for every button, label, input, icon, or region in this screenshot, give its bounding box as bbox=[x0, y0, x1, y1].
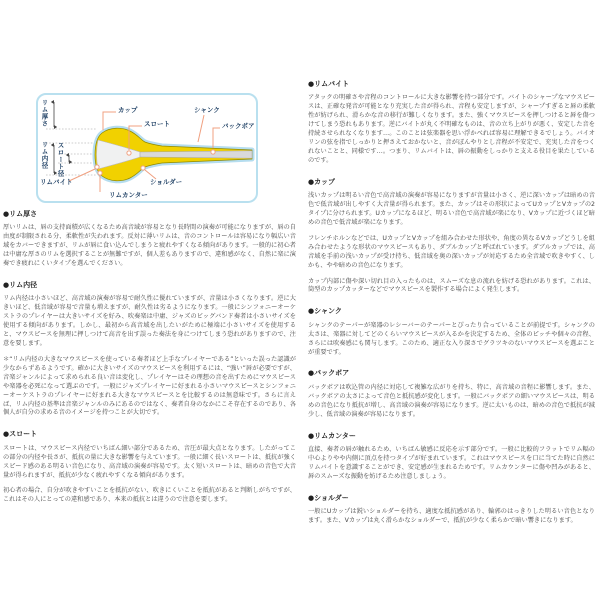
label-rim-bite: リムバイト bbox=[40, 178, 73, 186]
section-rim-thickness bbox=[3, 210, 296, 269]
label-cup: カップ bbox=[118, 106, 138, 114]
label-rim-thickness: リム厚さ bbox=[40, 99, 49, 127]
section-heading: ●カップ bbox=[308, 177, 336, 186]
section-paragraph: フレンチホルンなどでは、UカップとVカップを組み合わせた形状や、角度の異なるVカップどうしを組み合わせたような形状のマウスピースもあり、ダブルカップと呼ばれています。ダブルカップでは、高音域を手前の浅いカップが受け持ち、低音域を奥の深いカップが対応するため全音域で吹きやすく、しかも、やや暗めの音色になります。 bbox=[308, 234, 595, 269]
section-paragraph: リム内径は小さいほど、高音域の演奏が容易で耐久性に優れていますが、音量は小さくなります。逆に大きいほど、低音域が容易で音量も増えますが、耐久性は劣るようになります。一般にシンフォニーオーケストラのプレイヤーは大きいサイズを好み、吹奏楽は中庸、ジャズのビッグバンド奏者は小さいサイズを使用する傾向があります。しかし、最初から高音域を出したいがために極端に小さいサイズを使用すると、マウスピースを無理に押しつけて高音を出す誤った奏法を身につけてしまう恐れがありますので、注意を要します。 bbox=[3, 295, 296, 347]
mouthpiece-diagram-panel bbox=[36, 93, 258, 203]
section-heading: ●ショルダー bbox=[308, 493, 349, 502]
section-heading: ●リム内径 bbox=[3, 281, 38, 289]
section-rim-contour bbox=[308, 432, 595, 482]
label-throat: スロート bbox=[144, 120, 170, 128]
left-column bbox=[3, 210, 296, 512]
label-rim-inner-diameter: リム内径 bbox=[40, 141, 49, 169]
section-heading: ●スロート bbox=[3, 430, 38, 439]
section-paragraph: 一般にUカップは鋭いショルダーを持ち、適度な抵抗感があり、輪郭のはっきりした明るい音色となります。また、Vカップは丸く滑らかなショルダーで、抵抗が少なく柔らかで暗い響きになります。 bbox=[308, 508, 595, 524]
section-heading: ●リムバイト bbox=[308, 80, 350, 88]
section-paragraph: バックボアは吹込管の内径に対応して複雑な広がりを持ち、特に、高音域の音程に影響します。また、バックボアの太さによって音色と抵抗感が変化します。一般にバックボアの細いマウスピースは、明るめの音色になり抵抗が増し、高音域の演奏が容易になります。逆に太いものは、暗めの音色で抵抗が減少し、低音域の演奏が容易になります。 bbox=[308, 383, 595, 418]
section-paragraph: 浅いカップは明るい音色で高音域の演奏が容易になりますが音量は小さく、逆に深いカップは暗めの音色で低音域が出しやすく大音量が得られます。また、カップはその形状によってUカップとVカップの2タイプに分けられます。Uカップになるほど、明るい音色で高音域が楽になり、Vカップに近づくほど暗めの音色で低音域が楽になります。 bbox=[308, 192, 595, 226]
label-rim-contour: リムカンター bbox=[109, 191, 148, 199]
section-cup bbox=[308, 178, 595, 296]
section-paragraph: 直接、奏者の唇が触れるため、いちばん敏感に反応を示す部分です。一般に比較的フラットでリム幅の中心よりやや内側に頂点を持つタイプが好まれています。これはマウスピースを口に当てた時に自然にリムバイトを意識することができ、安定感が生まれるためです。リムカウンターに傷や凹みがあると、唇のスムーズな振動を妨げるため注意しましょう。 bbox=[308, 445, 595, 480]
section-heading: ●リムカンター bbox=[308, 431, 356, 440]
section-heading: ●リム厚さ bbox=[3, 210, 38, 218]
section-throat bbox=[3, 430, 296, 505]
section-shoulder bbox=[308, 494, 595, 526]
right-column bbox=[308, 80, 595, 533]
mouthpiece-body bbox=[95, 128, 252, 181]
label-shank: シャンク bbox=[194, 106, 220, 114]
section-paragraph: 厚いリムは、唇の支持面積が広くなるため高音域が容易となり長時間の演奏が可能になりますが、唇の自由度が制限される分、柔軟性が失われます。反対に薄いリムは、音のコントロールは容易になり幅広い音域をカバーできますが、リムが唇に食い込んでしまうと疲れやすくなる傾向があります。一般的に初心者は中庸な厚さのリムを選択することが無難ですが、個人差もありますので、違和感がなく、自然に楽に演奏でき疲れにくいタイプを選んでください。 bbox=[3, 224, 296, 268]
label-shoulder: ショルダー bbox=[150, 178, 183, 186]
label-backbore: バックボア bbox=[222, 122, 255, 130]
bore-channel bbox=[140, 151, 252, 158]
section-heading: ●バックボア bbox=[308, 369, 350, 378]
section-paragraph: シャンクのテーパーが楽器のレシーバーのテーパーとぴったり合っていることが前提です。シャンクの太さは、楽器に対してどのくらいマウスピースが入るかを決定するため、全体のピッチや個々の音程、さらには吹奏感にも関与します。このため、適正な入り深さでグラツキのないマウスピースを選ぶことが重要です。 bbox=[308, 321, 595, 356]
label-throat-diameter: スロート径 bbox=[56, 142, 65, 177]
section-paragraph: ＊“リム内径の大きなマウスピースを使っている奏者ほど上手なプレイヤーである”といった誤った認識が少なからずあるようです。確かに大きいサイズのマウスピースを利用するには、“強い”唇が必要ですが、音楽ジャンルによって求められる良い音は変化し、プレイヤーはその理想の音を出すためにマウスピースや楽器を必死になって選ぶのです。一般にジャズプレイヤーに好まれる小さいマウスピースとシンフォニーオーケストラのプレイヤーに好まれる大きなマウスピースとを比較するのは無意味です。さらに言えば、リム内径の基準は音楽ジャンルのみにあるのではなく、奏者自身のなかにこそ存在するのであり、各個人が自分の求める音のイメージを持つことが大切です。 bbox=[3, 355, 296, 417]
section-backbore bbox=[308, 369, 595, 419]
section-paragraph: カップ内部に傷や深い切れ目の入ったものは、スムーズな息の流れを妨げる恐れがあります。これは、筒型のカップカッターなどでマウスピースを製作する場合によく発生します。 bbox=[308, 277, 595, 294]
section-paragraph: アタックの明確さや音程のコントロールに大きな影響を持つ部分です。バイトのシャープなマウスピースは、正確な発音が可能となり充実した音が得られ、音程も安定しますが、シャープすぎると唇の柔軟性が妨げられ、滑らかな音の移行が難しくなります。また、強くマウスピースを押しつけると唇を傷つけてしまう恐れもあります。逆にバイトが丸く不明確なものは、音の立ち上がりが悪く、安定した音を持続させられなくなります…。このことは弦楽器を思い浮かべれば容易に理解できるでしょう。バイオリンの弦を指でしっかりと押さえておかないと、音がぼんやりとし音程が不安定で、充実した音をつくれないことと、同様です…。つまり、リムバイトは、唇の振動をしっかりと支える役目を果たしているのです。 bbox=[308, 94, 595, 164]
section-paragraph: 初心者の場合、自分が吹きやすいことを抵抗がない、吹きにくいことを抵抗があると判断しがちですが、これはその人にとっての違和感であり、本来の抵抗とは違うので注意を要します。 bbox=[3, 487, 296, 504]
section-rim-bite bbox=[308, 80, 595, 166]
section-heading: ●シャンク bbox=[308, 307, 342, 316]
section-paragraph: スロートは、マウスピース内径でいちばん細い部分であるため、音圧が最大点となります。したがってこの部分の内径や長さが、抵抗の量に大きな影響を与えています。一般に細く長いスロートは、抵抗が強くスピード感のある明るい音色になり、高音域の演奏が容易です。太く短いスロートは、暗めの音色で大音量が得られますが、抵抗が少なく疲れやすくなる傾向があります。 bbox=[3, 444, 296, 479]
section-rim-inner-diameter bbox=[3, 281, 296, 418]
section-shank bbox=[308, 307, 595, 357]
